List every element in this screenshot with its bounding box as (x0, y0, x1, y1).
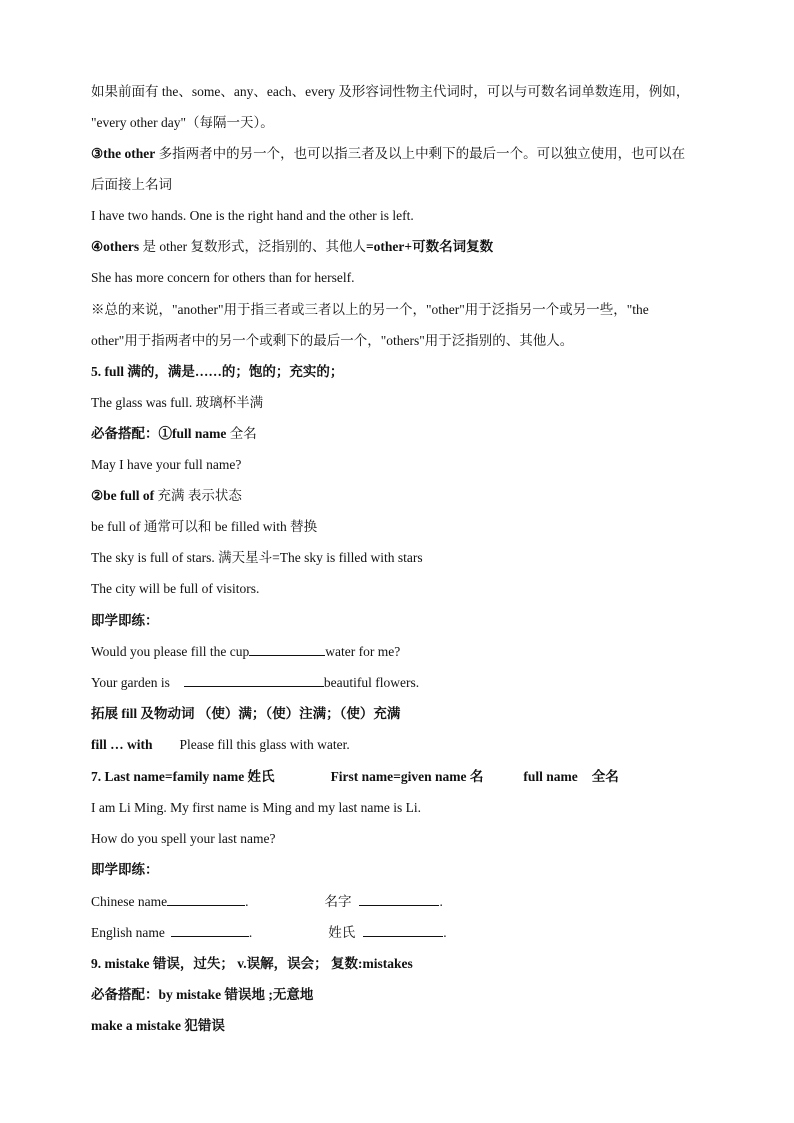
example-sentence: I have two hands. One is the right hand and the other is left. (91, 208, 414, 223)
exercise-heading: 即学即练： (91, 613, 159, 628)
text-line: other"用于指两者中的另一个或剩下的最后一个，"others"用于泛指别的、其他人。 (91, 333, 574, 348)
exercise-line: Chinese name . 名字 . (91, 894, 443, 909)
collocation-line: ②be full of 充满 表示状态 (91, 488, 242, 503)
text-line: ④others 是 other 复数形式，泛指别的、其他人=other+可数名词复数 (91, 239, 494, 254)
text-line: be full of 通常可以和 be filled with 替换 (91, 519, 318, 534)
text-line: "every other day"（每隔一天）。 (91, 115, 274, 130)
collocation-line: make a mistake 犯错误 (91, 1018, 225, 1033)
answer-blank[interactable] (167, 892, 245, 906)
exercise-line: Would you please fill the cup water for me? (91, 644, 401, 659)
answer-blank[interactable] (184, 673, 324, 687)
example-sentence: May I have your full name? (91, 457, 242, 472)
section-heading: 5. full 满的，满是……的；饱的；充实的； (91, 364, 344, 379)
example-sentence: The sky is full of stars. 满天星斗=The sky is filled with stars (91, 550, 423, 565)
exercise-heading: 即学即练： (91, 862, 159, 877)
text-line: 如果前面有 the、some、any、each、every 及形容词性物主代词时，可以与可数名词单数连用，例如， (91, 84, 690, 99)
answer-blank[interactable] (359, 892, 439, 906)
answer-blank[interactable] (363, 923, 443, 937)
text-line: ③the other 多指两者中的另一个，也可以指三者及以上中剩下的最后一个。可以独立使用，也可以在 (91, 146, 686, 161)
text-line: 后面接上名词 (91, 177, 172, 192)
example-sentence: I am Li Ming. My first name is Ming and my last name is Li. (91, 800, 421, 815)
exercise-line: Your garden is beautiful flowers. (91, 675, 420, 690)
collocation-line: 必备搭配：①full name 全名 (91, 426, 257, 441)
answer-blank[interactable] (171, 923, 249, 937)
extension-line: 拓展 fill 及物动词 （使）满；（使）注满；（使）充满 (91, 706, 401, 721)
exercise-line: English name . 姓氏 . (91, 925, 447, 940)
answer-blank[interactable] (249, 642, 325, 656)
collocation-line: 必备搭配：by mistake 错误地 ;无意地 (91, 987, 314, 1002)
example-sentence: The city will be full of visitors. (91, 581, 260, 596)
example-sentence: How do you spell your last name? (91, 831, 276, 846)
example-sentence: The glass was full. 玻璃杯半满 (91, 395, 264, 410)
example-sentence: She has more concern for others than for herself. (91, 270, 355, 285)
collocation-line: fill … with Please fill this glass with water. (91, 737, 350, 752)
section-heading: 7. Last name=family name 姓氏 First name=given name 名 full name 全名 (91, 769, 619, 784)
text-line: ※总的来说，"another"用于指三者或三者以上的另一个，"other"用于泛指另一个或另一些，"the (91, 302, 649, 317)
section-heading: 9. mistake 错误，过失； v.误解，误会； 复数:mistakes (91, 956, 413, 971)
